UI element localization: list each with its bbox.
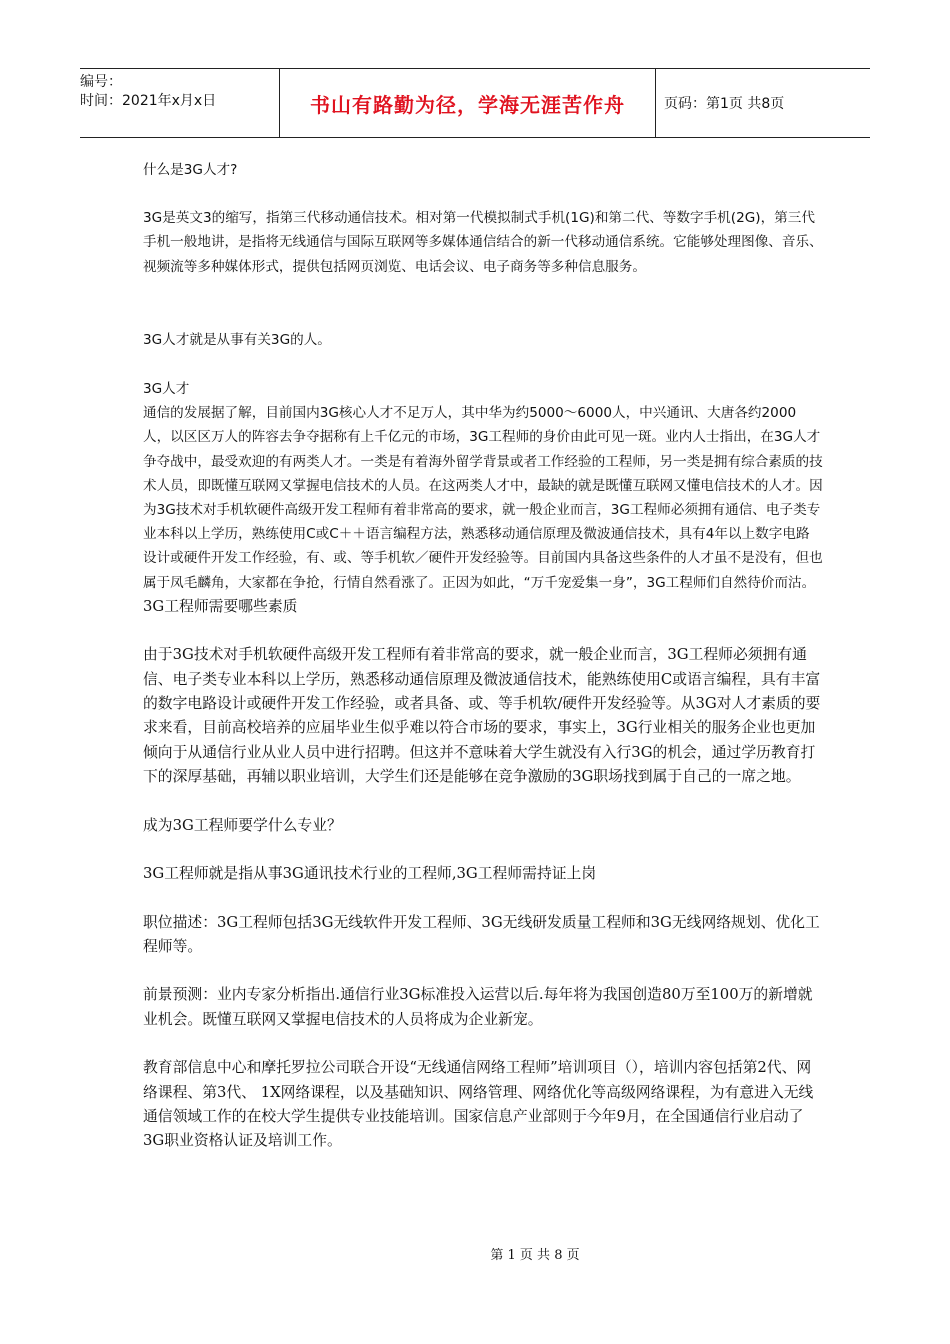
number-label: 编号： xyxy=(80,74,122,90)
question-major: 成为3G工程师要学什么专业？ xyxy=(143,816,342,834)
paragraph-quality: 由于3G技术对手机软硬件高级开发工程师有着非常高的要求，就一般企业而言，3G工程师必须拥有通信、电子类专业本科以上学历，熟悉移动通信原理及微波通信技术，能熟练使用C或语言编程，具有丰富的数字电路设计或硬件开发工作经验，或者具备、或、等手机软/硬件开发经验等。从3G对人才素质的要求来看，目前高校培养的应届毕业生似乎难以符合市场的要求，事实上，3G行业相关的服务企业也更加倾向于从通信行业从业人员中进行招聘。但这并不意味着大学生就没有入行3G的机会，通过学历教育打下的深厚基础，再辅以职业培训，大学生们还是能够在竞争激励的3G职场找到属于自己的一席之地。 xyxy=(143,646,821,786)
header-meta xyxy=(80,69,280,137)
paragraph-3g-definition: 3G是英文3的缩写，指第三代移动通信技术。相对第一代模拟制式手机(1G)和第二代、等数字手机(2G)，第三代手机一般地讲，是指将无线通信与国际互联网等多媒体通信结合的新一代移动通信系统。它能够处理图像、音乐、视频流等多种媒体形式，提供包括网页浏览、电话会议、电子商务等多种信息服务。 xyxy=(143,210,823,275)
heading-quality: 3G工程师需要哪些素质 xyxy=(143,597,298,615)
date-label: 时间：2021年x月x日 xyxy=(80,93,217,109)
page-header xyxy=(80,68,870,138)
paragraph-outlook: 前景预测：业内专家分析指出.通信行业3G标准投入运营以后.每年将为我国创造80万至100万的新增就业机会。既懂互联网又掌握电信技术的人员将成为企业新宠。 xyxy=(143,986,813,1028)
paragraph-training: 教育部信息中心和摩托罗拉公司联合开设“无线通信网络工程师”培训项目（），培训内容包括第2代、网络课程、第3代、 1X网络课程，以及基础知识、网络管理、网络优化等高级网络课程，为有意进入无线通信领域工作的在校大学生提供专业技能培训。国家信息产业部则于今年9月，在全国通信行业启动了3G职业资格认证及培训工作。 xyxy=(143,1059,814,1150)
heading-3g-talent: 3G人才 xyxy=(143,381,190,398)
paragraph-position: 职位描述：3G工程师包括3G无线软件开发工程师、3G无线研发质量工程师和3G无线网络规划、优化工程师等。 xyxy=(143,913,820,955)
page-footer: 第 1 页 共 8 页 xyxy=(490,1248,580,1263)
header-page-info: 页码：第1页 共8页 xyxy=(664,96,785,112)
document-body xyxy=(143,158,823,1154)
header-motto: 书山有路勤为径，学海无涯苦作舟 xyxy=(280,69,656,137)
paragraph-talent-detail: 通信的发展据了解，目前国内3G核心人才不足万人，其中华为约5000～6000人，中兴通讯、大唐各约2000人，以区区万人的阵容去争夺据称有上千亿元的市场，3G工程师的身价由此可见一斑。业内人士指出，在3G人才争夺战中，最受欢迎的有两类人才。一类是有着海外留学背景或者工作经验的工程师，另一类是拥有综合素质的技术人员，即既懂互联网又掌握电信技术的人员。在这两类人才中，最缺的就是既懂互联网又懂电信技术的人才。因为3G技术对手机软硬件高级开发工程师有着非常高的要求，就一般企业而言，3G工程师必须拥有通信、电子类专业本科以上学历，熟练使用C或C＋＋语言编程方法，熟悉移动通信原理及微波通信技术，具有4年以上数字电路设计或硬件开发工作经验，有、或、等手机软／硬件开发经验等。目前国内具备这些条件的人才虽不是没有，但也属于凤毛麟角，大家都在争抢，行情自然看涨了。正因为如此，“万千宠爱集一身”，3G工程师们自然待价而沽。 xyxy=(143,405,823,591)
question-what-is-3g-talent: 什么是3G人才? xyxy=(143,162,238,178)
paragraph-engineer-definition: 3G工程师就是指从事3G通讯技术行业的工程师,3G工程师需持证上岗 xyxy=(143,865,597,883)
paragraph-3g-talent: 3G人才就是从事有关3G的人。 xyxy=(143,331,331,348)
